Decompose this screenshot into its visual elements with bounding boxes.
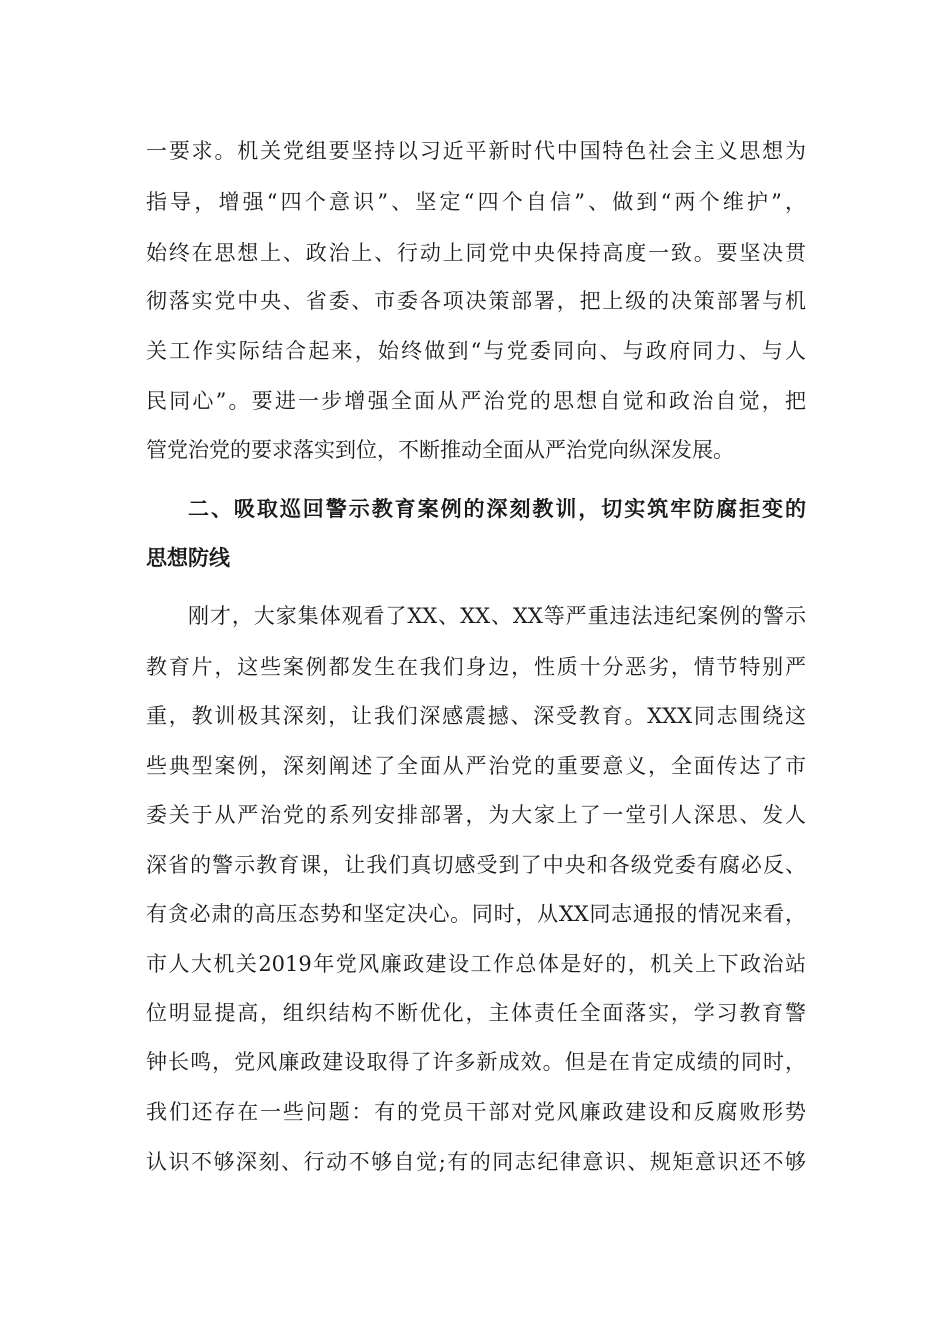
text-line: 有贪必肃的高压态势和坚定决心。同时，从XX同志通报的情况来看， — [146, 902, 806, 926]
text-line: 管党治党的要求落实到位，不断推动全面从严治党向纵深发展。 — [146, 438, 734, 462]
text-line: 关工作实际结合起来，始终做到“与党委同向、与政府同力、与人 — [146, 339, 806, 363]
section-heading: 二、吸取巡回警示教育案例的深刻教训，切实筑牢防腐拒变的 — [188, 496, 806, 521]
text-line: 民同心”。要进一步增强全面从严治党的思想自觉和政治自觉，把 — [146, 389, 806, 413]
text-line: 指导，增强“四个意识”、坚定“四个自信”、做到“两个维护”， — [146, 190, 806, 214]
text-line: 认识不够深刻、行动不够自觉;有的同志纪律意识、规矩意识还不够 — [146, 1150, 806, 1174]
text-line: 委关于从严治党的系列安排部署，为大家上了一堂引人深思、发人 — [146, 803, 806, 827]
text-line: 钟长鸣，党风廉政建设取得了许多新成效。但是在肯定成绩的同时， — [146, 1050, 806, 1074]
section-heading: 思想防线 — [146, 545, 230, 570]
text-line: 一要求。机关党组要坚持以习近平新时代中国特色社会主义思想为 — [146, 139, 806, 163]
text-line: 位明显提高，组织结构不断优化，主体责任全面落实，学习教育警 — [146, 1001, 806, 1025]
text-line: 刚才，大家集体观看了XX、XX、XX等严重违法违纪案例的警示 — [188, 604, 806, 628]
text-line: 深省的警示教育课，让我们真切感受到了中央和各级党委有腐必反、 — [146, 853, 806, 877]
text-line: 重，教训极其深刻，让我们深感震撼、深受教育。XXX同志围绕这 — [146, 704, 806, 728]
text-line: 始终在思想上、政治上、行动上同党中央保持高度一致。要坚决贯 — [146, 241, 806, 265]
text-line: 些典型案例，深刻阐述了全面从严治党的重要意义，全面传达了市 — [146, 754, 806, 778]
text-line: 市人大机关2019年党风廉政建设工作总体是好的，机关上下政治站 — [146, 952, 806, 976]
text-line: 我们还存在一些问题：有的党员干部对党风廉政建设和反腐败形势 — [146, 1100, 806, 1124]
text-line: 教育片，这些案例都发生在我们身边，性质十分恶劣，情节特别严 — [146, 655, 806, 679]
text-line: 彻落实党中央、省委、市委各项决策部署，把上级的决策部署与机 — [146, 289, 806, 313]
